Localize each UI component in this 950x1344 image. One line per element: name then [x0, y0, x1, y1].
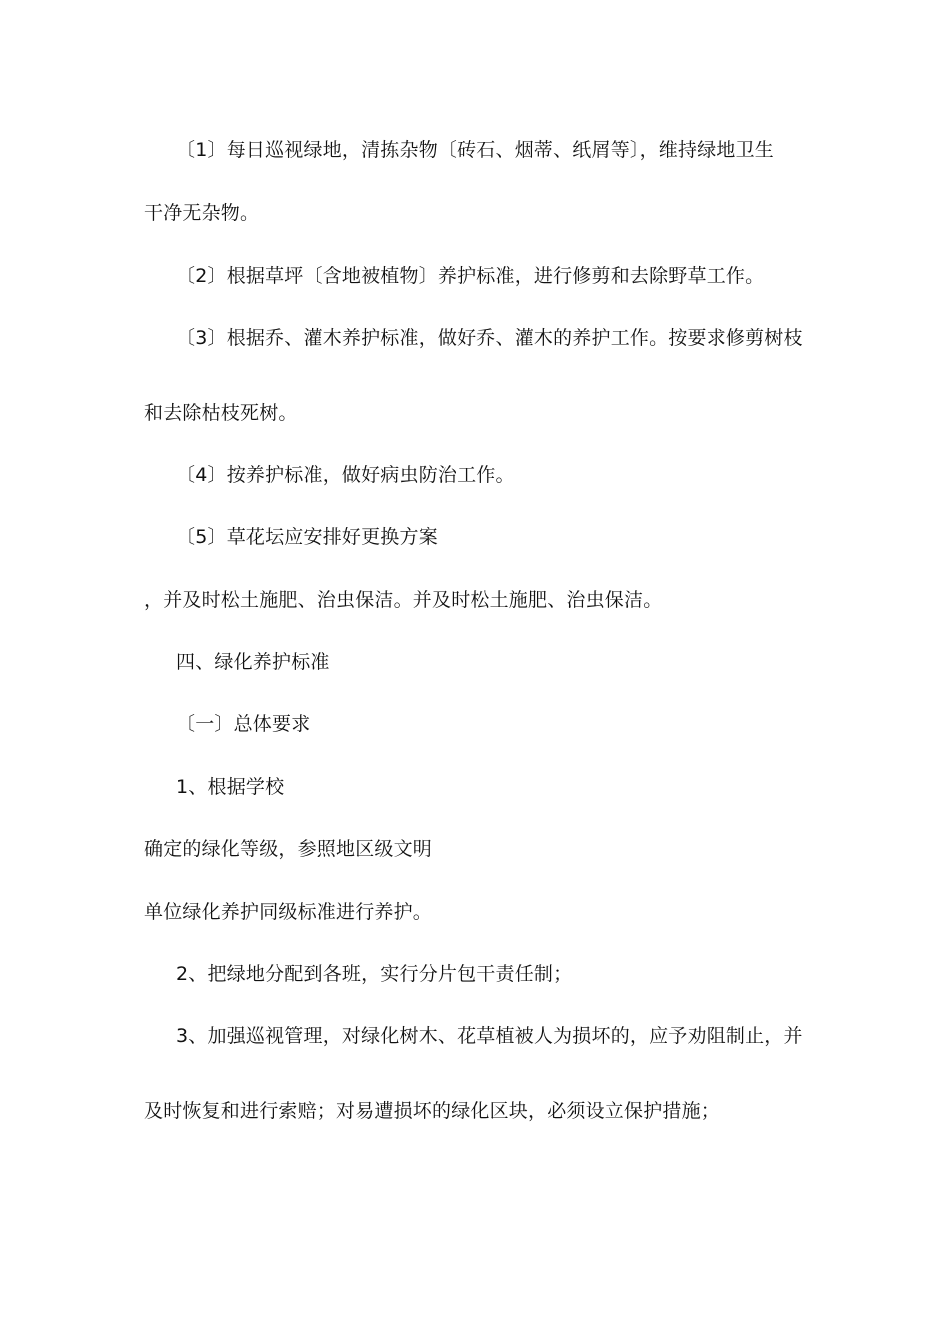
paragraph-line-11: 1、根据学校 — [176, 776, 285, 798]
section-heading: 四、绿化养护标准 — [176, 651, 330, 673]
paragraph-line-5: 和去除枯枝死树。 — [144, 402, 298, 424]
paragraph-line-16: 及时恢复和进行索赔；对易遭损坏的绿化区块，必须设立保护措施； — [144, 1100, 721, 1122]
paragraph-line-1: 〔1〕每日巡视绿地，清拣杂物〔砖石、烟蒂、纸屑等〕，维持绿地卫生 — [176, 139, 774, 161]
paragraph-line-2: 干净无杂物。 — [144, 202, 260, 224]
paragraph-line-15: 3、加强巡视管理，对绿化树木、花草植被人为损坏的，应予劝阻制止，并 — [176, 1025, 803, 1047]
paragraph-line-12: 确定的绿化等级，参照地区级文明 — [144, 838, 433, 860]
subsection-heading: 〔一〕总体要求 — [176, 713, 311, 735]
paragraph-line-4: 〔3〕根据乔、灌木养护标准，做好乔、灌木的养护工作。按要求修剪树枝 — [176, 327, 803, 349]
paragraph-line-8: ，并及时松土施肥、治虫保洁。并及时松土施肥、治虫保洁。 — [144, 589, 663, 611]
paragraph-line-13: 单位绿化养护同级标准进行养护。 — [144, 901, 433, 923]
paragraph-line-7: 〔5〕草花坛应安排好更换方案 — [176, 526, 438, 548]
paragraph-line-14: 2、把绿地分配到各班，实行分片包干责任制； — [176, 963, 573, 985]
paragraph-line-6: 〔4〕按养护标准，做好病虫防治工作。 — [176, 464, 515, 486]
paragraph-line-3: 〔2〕根据草坪〔含地被植物〕养护标准，进行修剪和去除野草工作。 — [176, 265, 765, 287]
